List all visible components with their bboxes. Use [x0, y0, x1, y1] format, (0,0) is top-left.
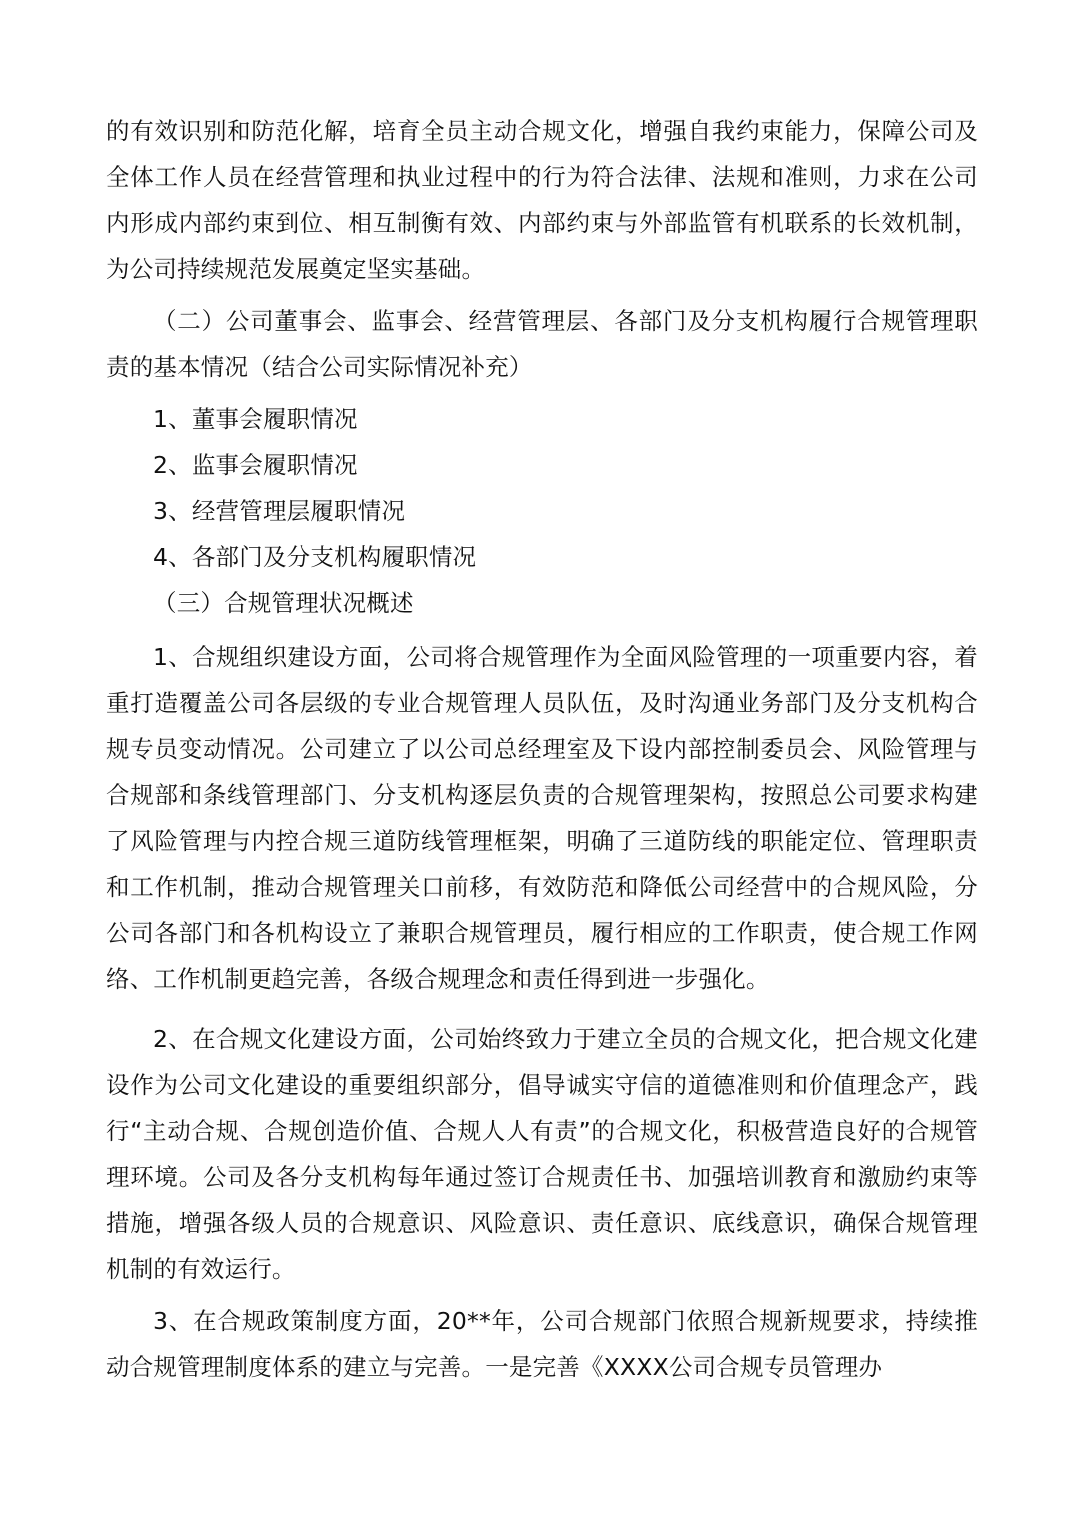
paragraph-culture: 2、在合规文化建设方面，公司始终致力于建立全员的合规文化，把合规文化建设作为公司文化建设的重要组织部分，倡导诚实守信的道德准则和价值理念产，践行“主动合规、合规创造价值、合规人人有责”的合规文化，积极营造良好的合规管理环境。公司及各分支机构每年通过签订合规责任书、加强培训教育和激励约束等措施，增强各级人员的合规意识、风险意识、责任意识、底线意识，确保合规管理机制的有效运行。	[106, 1025, 978, 1283]
list-item-supervisors: 2、监事会履职情况	[153, 451, 358, 479]
document-body	[106, 108, 978, 1390]
section-heading-2: （二）公司董事会、监事会、经营管理层、各部门及分支机构履行合规管理职责的基本情况（结合公司实际情况补充）	[106, 307, 978, 381]
section-heading-3: （三）合规管理状况概述	[153, 589, 414, 617]
list-item-management: 3、经营管理层履职情况	[153, 497, 406, 525]
paragraph-policy: 3、在合规政策制度方面，20**年，公司合规部门依照合规新规要求，持续推动合规管理制度体系的建立与完善。一是完善《XXXX公司合规专员管理办	[106, 1307, 978, 1381]
paragraph-continuation: 的有效识别和防范化解，培育全员主动合规文化，增强自我约束能力，保障公司及全体工作人员在经营管理和执业过程中的行为符合法律、法规和准则，力求在公司内形成内部约束到位、相互制衡有效、内部约束与外部监管有机联系的长效机制，为公司持续规范发展奠定坚实基础。	[106, 117, 978, 283]
list-item-departments: 4、各部门及分支机构履职情况	[153, 543, 477, 571]
paragraph-organization: 1、合规组织建设方面，公司将合规管理作为全面风险管理的一项重要内容，着重打造覆盖公司各层级的专业合规管理人员队伍，及时沟通业务部门及分支机构合规专员变动情况。公司建立了以公司总经理室及下设内部控制委员会、风险管理与合规部和条线管理部门、分支机构逐层负责的合规管理架构，按照总公司要求构建了风险管理与内控合规三道防线管理框架，明确了三道防线的职能定位、管理职责和工作机制，推动合规管理关口前移，有效防范和降低公司经营中的合规风险，分公司各部门和各机构设立了兼职合规管理员，履行相应的工作职责，使合规工作网络、工作机制更趋完善，各级合规理念和责任得到进一步强化。	[106, 643, 978, 993]
list-item-board: 1、董事会履职情况	[153, 405, 358, 433]
